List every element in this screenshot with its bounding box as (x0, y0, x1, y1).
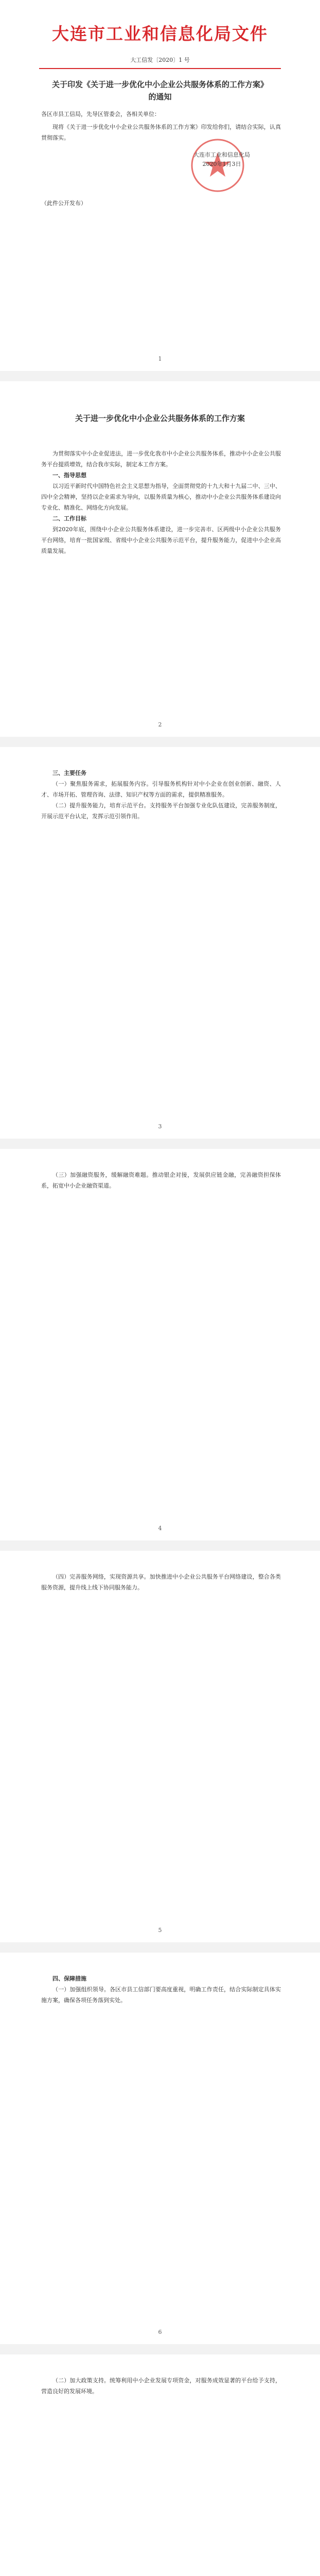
issue-date: 2020年1月3日 (202, 161, 241, 167)
section-paragraph: （四）完善服务网络，实现资源共享。加快推进中小企业公共服务平台网络建设，整合各类服务资源，提升线上线下协同服务能力。 (41, 1573, 281, 1591)
section-paragraph: （一）聚焦服务需求，拓展服务内容。引导服务机构针对中小企业在创业创新、融资、人才、市场开拓、管理咨询、法律、知识产权等方面的需求，提供精准服务。 (41, 781, 281, 798)
notice-title: 关于印发《关于进一步优化中小企业公共服务体系的工作方案》的通知 (51, 80, 268, 101)
plan-intro-text: 为贯彻落实中小企业促进法，进一步优化我市中小企业公共服务体系，推动中小企业公共服务平台提质增效，结合我市实际，制定本工作方案。 (41, 450, 281, 468)
notice-recipients: 各区市县工信局，先导区管委会，各相关单位： (41, 111, 160, 117)
plan-intro (41, 448, 281, 556)
issuer-name: 大连市工业和信息化局 (193, 151, 250, 158)
section-paragraph: 到2020年底，围绕中小企业公共服务体系建设，进一步完善市、区两级中小企业公共服务平台网络，培育一批国家级、省级中小企业公共服务示范平台，提升服务能力，促进中小企业高质量发展。 (41, 526, 281, 554)
page-gap (0, 1942, 320, 1953)
section-paragraph: （一）加强组织领导。各区市县工信部门要高度重视，明确工作责任，结合实际制定具体实施方案，确保各项任务落到实处。 (41, 1986, 281, 2004)
section-paragraph: （三）加强融资服务，缓解融资难题。推动银企对接，发展供应链金融，完善融资担保体系，拓宽中小企业融资渠道。 (41, 1172, 281, 1189)
document-page-2 (19, 381, 301, 737)
document-page-1 (19, 0, 301, 371)
page-gap (0, 2344, 320, 2354)
section-paragraph: （二）提升服务能力，培育示范平台。支持服务平台加强专业化队伍建设，完善服务制度，开展示范平台认定，发挥示范引领作用。 (41, 802, 281, 820)
page-number: 1 (158, 355, 162, 362)
page-number: 5 (158, 1927, 162, 1934)
notice-issuer-block (173, 150, 271, 169)
document-page-7 (19, 2354, 301, 2576)
document-page-4 (19, 1149, 301, 1540)
section-heading: 二、工作目标 (52, 515, 86, 522)
page-number: 3 (158, 1123, 162, 1130)
document-page-5 (19, 1551, 301, 1942)
section-heading: 四、保障措施 (52, 1975, 86, 1982)
section-heading: 三、主要任务 (52, 770, 86, 776)
page-number: 4 (158, 1525, 162, 1532)
red-divider-rule (39, 68, 281, 69)
plan-body (41, 1170, 281, 1191)
document-number: 大工信发〔2020〕1 号 (130, 57, 190, 63)
plan-body (41, 1571, 281, 1593)
page-gap (0, 1540, 320, 1551)
publication-note: （此件公开发布） (41, 200, 86, 207)
page-number: 6 (158, 2329, 162, 2335)
plan-body (41, 2375, 281, 2397)
notice-body-text: 现将《关于进一步优化中小企业公共服务体系的工作方案》印发给你们，请结合实际，认真贯彻落实。 (41, 124, 281, 141)
section-heading: 一、指导思想 (52, 472, 86, 479)
page-number: 2 (158, 721, 162, 728)
page-gap (0, 1139, 320, 1149)
section-paragraph: （二）加大政策支持。统筹利用中小企业发展专项资金，对服务成效显著的平台给予支持，营造良好的发展环境。 (41, 2377, 281, 2395)
plan-title: 关于进一步优化中小企业公共服务体系的工作方案 (75, 414, 245, 423)
page-gap (0, 737, 320, 747)
document-page-6 (19, 1953, 301, 2344)
document-page-3 (19, 747, 301, 1139)
plan-body (41, 768, 281, 822)
page-gap (0, 371, 320, 381)
plan-body (41, 1973, 281, 2006)
org-header-title: 大连市工业和信息化局文件 (52, 24, 268, 44)
section-paragraph: 以习近平新时代中国特色社会主义思想为指导，全面贯彻党的十九大和十九届二中、三中、四中全会精神，坚持以企业需求为导向，以服务质量为核心，推动中小企业公共服务体系建设向专业化、精准化、网络化方向发展。 (41, 483, 281, 511)
